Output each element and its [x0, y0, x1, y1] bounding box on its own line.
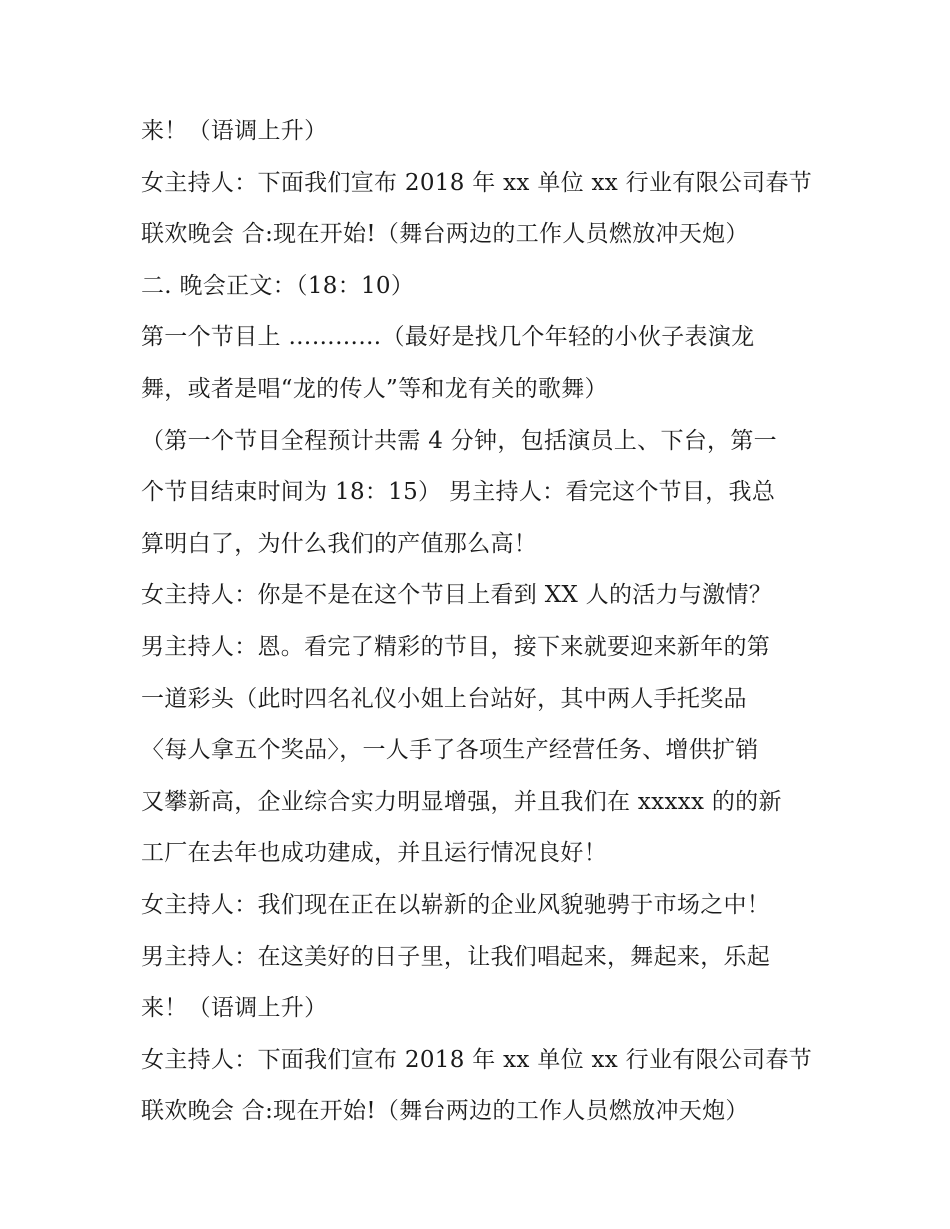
text-line: 工厂在去年也成功建成，并且运行情况良好！ — [141, 840, 607, 867]
text-line: 男主持人：在这美好的日子里，让我们唱起来，舞起来，乐起 — [141, 943, 771, 970]
text-line: 男主持人：恩。看完了精彩的节目，接下来就要迎来新年的第 — [141, 633, 771, 660]
text-line: 又攀新高，企业综合实力明显增强，并且我们在 xxxxx 的的新 — [141, 788, 782, 815]
text-line: 第一个节目上 …………（最好是找几个年轻的小伙子表演龙 — [141, 324, 755, 351]
text-line: 女主持人：你是不是在这个节目上看到 XX 人的活力与激情？ — [141, 582, 773, 609]
text-line: 联欢晚会 合:现在开始!（舞台两边的工作人员燃放冲天炮） — [141, 1098, 749, 1125]
text-line: 算明白了，为什么我们的产值那么高！ — [141, 530, 538, 557]
text-line: （第一个节目全程预计共需 4 分钟，包括演员上、下台，第一 — [141, 427, 777, 454]
section-heading: 二. 晚会正文：（18：10） — [141, 272, 415, 299]
text-line: 个节目结束时间为 18：15） 男主持人：看完这个节目，我总 — [141, 479, 776, 506]
document-body — [141, 106, 821, 1138]
text-line: 来！（语调上升） — [141, 118, 328, 144]
text-line: 女主持人：下面我们宣布 2018 年 xx 单位 xx 行业有限公司春节 — [141, 1046, 813, 1073]
text-line: 女主持人：下面我们宣布 2018 年 xx 单位 xx 行业有限公司春节 — [141, 169, 813, 196]
text-line: 舞，或者是唱“龙的传人”等和龙有关的歌舞） — [141, 375, 608, 402]
text-line: 来！（语调上升） — [141, 995, 328, 1022]
text-line: 联欢晚会 合:现在开始!（舞台两边的工作人员燃放冲天炮） — [141, 221, 749, 248]
text-line: 一道彩头（此时四名礼仪小姐上台站好，其中两人手托奖品 — [141, 685, 747, 712]
text-line: 〈每人拿五个奖品〉，一人手了各项生产经营任务、增供扩销 — [141, 737, 759, 764]
text-line: 女主持人：我们现在正在以崭新的企业风貌驰骋于市场之中！ — [141, 891, 771, 918]
